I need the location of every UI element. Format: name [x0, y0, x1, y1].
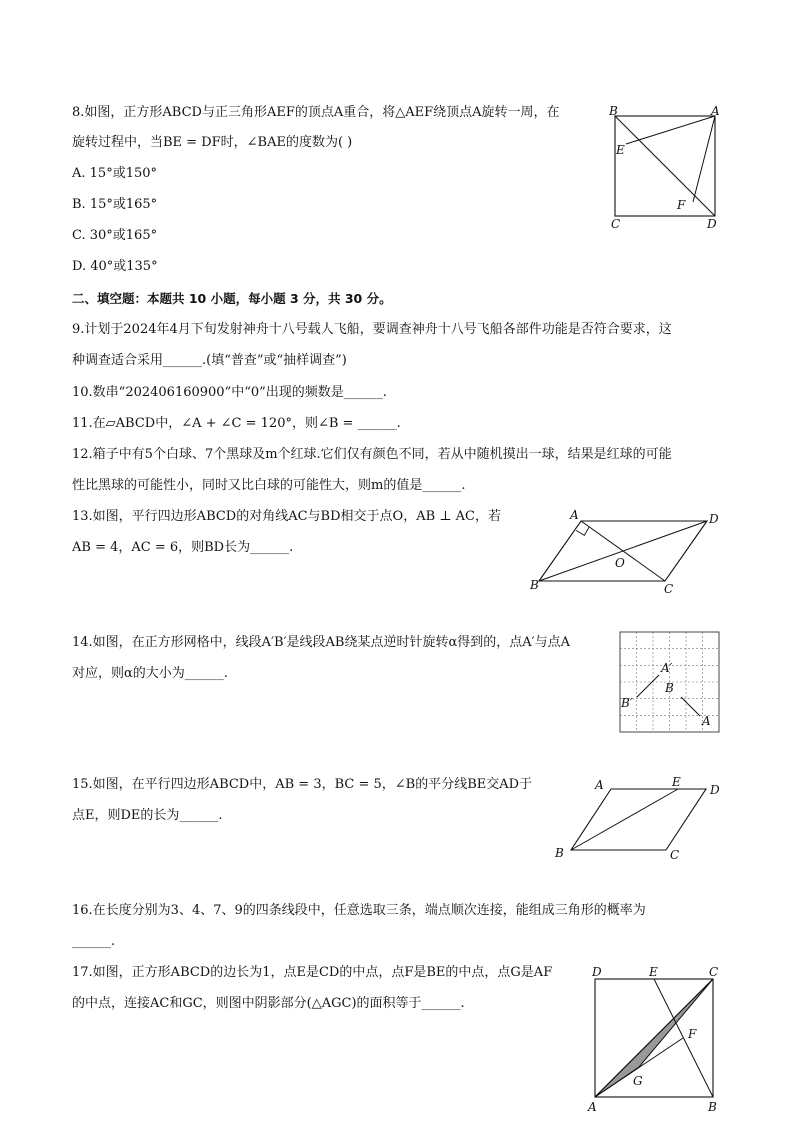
label-a: A: [702, 714, 711, 728]
q16-line-2: ______.: [72, 934, 116, 949]
label-a: A: [588, 1100, 597, 1114]
label-f: F: [688, 1027, 697, 1041]
q8-option-d: D. 40°或135°: [72, 259, 158, 274]
label-a: A: [595, 778, 604, 792]
segment-ab: [681, 697, 700, 716]
label-b: B: [555, 846, 564, 860]
label-b-prime: B′: [621, 696, 633, 710]
q14-line-2: 对应，则α的大小为______.: [72, 666, 228, 681]
q8-option-b: B. 15°或165°: [72, 197, 158, 212]
label-e: E: [672, 775, 681, 789]
q17-line-1: 17.如图，正方形ABCD的边长为1，点E是CD的中点，点F是BE的中点，点G是AF: [72, 965, 553, 980]
label-a: A: [570, 508, 579, 522]
q9-line-2: 种调查适合采用______.(填“普查”或“抽样调查”): [72, 353, 347, 368]
segment-af: [693, 116, 715, 202]
label-c: C: [670, 848, 680, 862]
label-a: A: [711, 104, 720, 118]
label-f: F: [677, 198, 686, 212]
q8-line-2: 旋转过程中，当BE = DF时，∠BAE的度数为( ): [72, 135, 353, 150]
diagonal-bd: [615, 116, 715, 216]
q14-figure: [614, 627, 724, 737]
section-2-title: 二、填空题：本题共 10 小题，每小题 3 分，共 30 分。: [72, 291, 392, 306]
label-b: B: [609, 104, 618, 118]
label-d: D: [707, 217, 717, 231]
label-d: D: [710, 783, 720, 797]
label-g: G: [633, 1074, 643, 1088]
q11-line-1: 11.在▱ABCD中，∠A + ∠C = 120°，则∠B = ______.: [72, 416, 401, 431]
q15-line-2: 点E，则DE的长为______.: [72, 808, 223, 823]
label-e: E: [616, 143, 625, 157]
label-a-prime: A′: [661, 661, 673, 675]
bisector-be: [571, 789, 678, 850]
q13-line-2: AB = 4，AC = 6，则BD长为______.: [72, 540, 294, 555]
label-d: D: [592, 965, 602, 979]
q12-line-2: 性比黑球的可能性小，同时又比白球的可能性大，则m的值是______.: [72, 478, 466, 493]
q15-figure: [548, 770, 728, 865]
q8-option-c: C. 30°或165°: [72, 228, 158, 243]
label-o: O: [615, 556, 625, 570]
segment-af: [595, 1038, 683, 1097]
label-b: B: [665, 681, 674, 695]
label-e: E: [649, 965, 658, 979]
q8-option-a: A. 15°或150°: [72, 166, 158, 181]
q15-line-1: 15.如图，在平行四边形ABCD中，AB = 3，BC = 5，∠B的平分线BE交AD于: [72, 777, 533, 792]
q13-line-1: 13.如图，平行四边形ABCD的对角线AC与BD相交于点O，AB ⊥ AC，若: [72, 509, 501, 524]
label-c: C: [664, 582, 674, 596]
label-d: D: [709, 512, 719, 526]
diagonal-bd: [539, 521, 707, 581]
q12-line-1: 12.箱子中有5个白球、7个黑球及m个红球.它们仅有颜色不同，若从中随机摸出一球，结果是红球的可能: [72, 447, 672, 462]
label-c: C: [611, 217, 621, 231]
q9-line-1: 9.计划于2024年4月下旬发射神舟十八号载人飞船，要调查神舟十八号飞船各部件功能是否符合要求，这: [72, 322, 672, 337]
q8-line-1: 8.如图，正方形ABCD与正三角形AEF的顶点A重合，将△AEF绕顶点A旋转一周，在: [72, 105, 560, 120]
q8-figure: [605, 104, 730, 234]
right-angle-mark: [576, 527, 589, 535]
q17-figure: [585, 963, 725, 1116]
q16-line-1: 16.在长度分别为3、4、7、9的四条线段中，任意选取三条，端点顺次连接，能组成三角形的概率为: [72, 903, 646, 918]
q17-line-2: 的中点，连接AC和GC，则图中阴影部分(△AGC)的面积等于______.: [72, 996, 465, 1011]
label-b: B: [708, 1100, 717, 1114]
q10-line-1: 10.数串“202406160900”中“0”出现的频数是______.: [72, 385, 387, 400]
segment-a1b1: [637, 675, 659, 697]
q14-line-1: 14.如图，在正方形网格中，线段A′B′是线段AB绕某点逆时针旋转α得到的，点A′与点A: [72, 635, 570, 650]
q13-figure: [525, 505, 730, 600]
label-b: B: [530, 578, 539, 592]
label-c: C: [709, 965, 719, 979]
segment-ae: [626, 116, 715, 144]
parallelogram-abcd: [571, 789, 706, 850]
